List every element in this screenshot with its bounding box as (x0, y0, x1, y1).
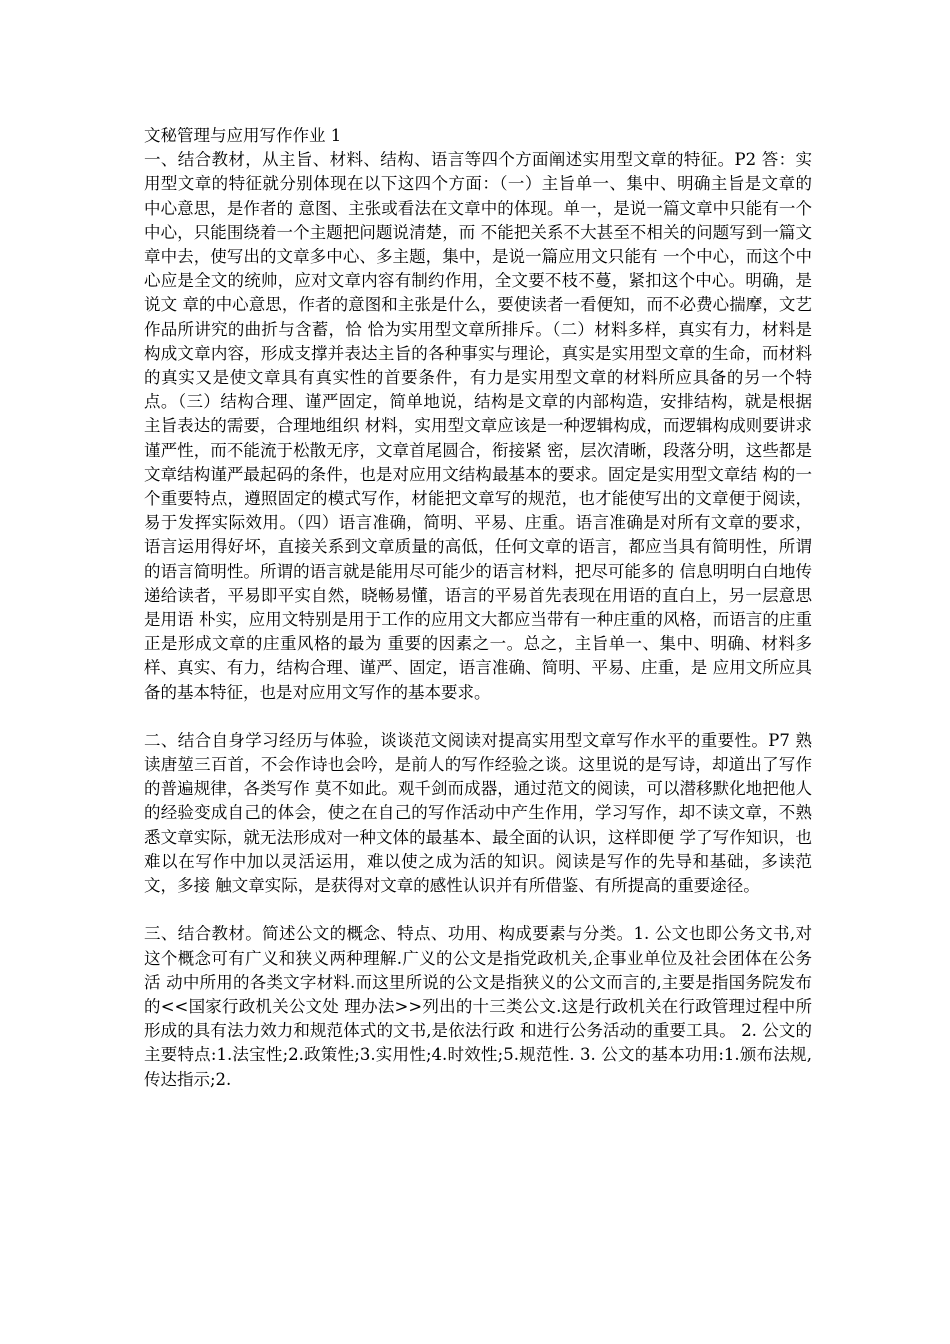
paragraph-question-1: 一、结合教材，从主旨、材料、结构、语言等四个方面阐述实用型文章的特征。P2 答：实用型文章的特征就分别体现在以下这四个方面：（一）主旨单一、集中、明确主旨是文章的中心意思，是作者的 意图、主张或看法在文章中的体现。单一，是说一篇文章中只能有一个中心，只能围绕着一个主题把问题说清楚，而 不能把关系不大甚至不相关的问题写到一篇文章中去，使写出的文章多中心、多主题，集中，是说一篇应用文只能有 一个中心，而这个中心应是全文的统帅，应对文章内容有制约作用，全文要不枝不蔓，紧扣这个中心。明确，是说文 章的中心意思，作者的意图和主张是什么，要使读者一看便知，而不必费心揣摩，文艺作品所讲究的曲折与含蓄，恰 恰为实用型文章所排斥。（二）材料多样，真实有力，材料是构成文章内容，形成支撑并表达主旨的各种事实与理论，真实是实用型文章的生命，而材料的真实又是使文章具有真实性的首要条件，有力是实用型文章的材料所应具备的另一个特点。（三）结构合理、谨严固定，简单地说，结构是文章的内部构造，安排结构，就是根据主旨表达的需要，合理地组织 材料，实用型文章应该是一种逻辑构成，而逻辑构成则要讲求谨严性，而不能流于松散无序，文章首尾圆合，衔接紧 密，层次清晰，段落分明，这些都是文章结构谨严最起码的条件，也是对应用文结构最基本的要求。固定是实用型文章结 构的一个重要特点，遵照固定的模式写作，材能把文章写的规范，也才能使写出的文章便于阅读，易于发挥实际效用。（四）语言准确，简明、平易、庄重。语言准确是对所有文章的要求，语言运用得好坏，直接关系到文章质量的高低，任何文章的语言，都应当具有简明性，所谓的语言简明性。所谓的语言就是能用尽可能少的语言材料，把尽可能多的 信息明明白白地传递给读者，平易即平实自然，晓畅易懂，语言的平易首先表现在用语的直白上，另一层意思是用语 朴实，应用文特别是用于工作的应用文大都应当带有一种庄重的风格，而语言的庄重正是形成文章的庄重风格的最为 重要的因素之一。总之，主旨单一、集中、明确、材料多样、真实、有力，结构合理、谨严、固定，语言准确、简明、平易、庄重，是 应用文所应具备的基本特征，也是对应用文写作的基本要求。 (144, 150, 812, 702)
paragraph-question-3: 三、结合教材。简述公文的概念、特点、功用、构成要素与分类。1. 公文也即公务文书,对这个概念可有广义和狭义两种理解.广义的公文是指党政机关,企事业单位及社会团体在公务活 动中所用的各类文字材料.而这里所说的公文是指狭义的公文而言的,主要是指国务院发布的<<国家行政机关公文处 理办法>>列出的十三类公文.这是行政机关在行政管理过程中所形成的具有法力效力和规范体式的文书,是依法行政 和进行公务活动的重要工具。 2. 公文的主要特点:1.法宝性;2.政策性;3.实用性;4.时效性;5.规范性. 3. 公文的基本功用:1.颁布法规,传达指示;2. (144, 924, 812, 1089)
document-body (144, 124, 812, 1092)
paragraph-question-2: 二、结合自身学习经历与体验，谈谈范文阅读对提高实用型文章写作水平的重要性。P7 熟读唐堃三百首，不会作诗也会吟，是前人的写作经验之谈。这里说的是写诗，却道出了写作的普遍规律，各类写作 莫不如此。观千剑而成器，通过范文的阅读，可以潜移默化地把他人的经验变成自己的体会，使之在自己的写作活动中产生作用，学习写作，却不读文章，不熟悉文章实际，就无法形成对一种文体的最基本、最全面的认识，这样即便 学了写作知识，也难以在写作中加以灵活运用，难以使之成为活的知识。阅读是写作的先导和基础，多读范文，多接 触文章实际，是获得对文章的感性认识并有所借鉴、有所提高的重要途径。 (144, 730, 812, 896)
document-title: 文秘管理与应用写作作业 1 (144, 126, 342, 145)
